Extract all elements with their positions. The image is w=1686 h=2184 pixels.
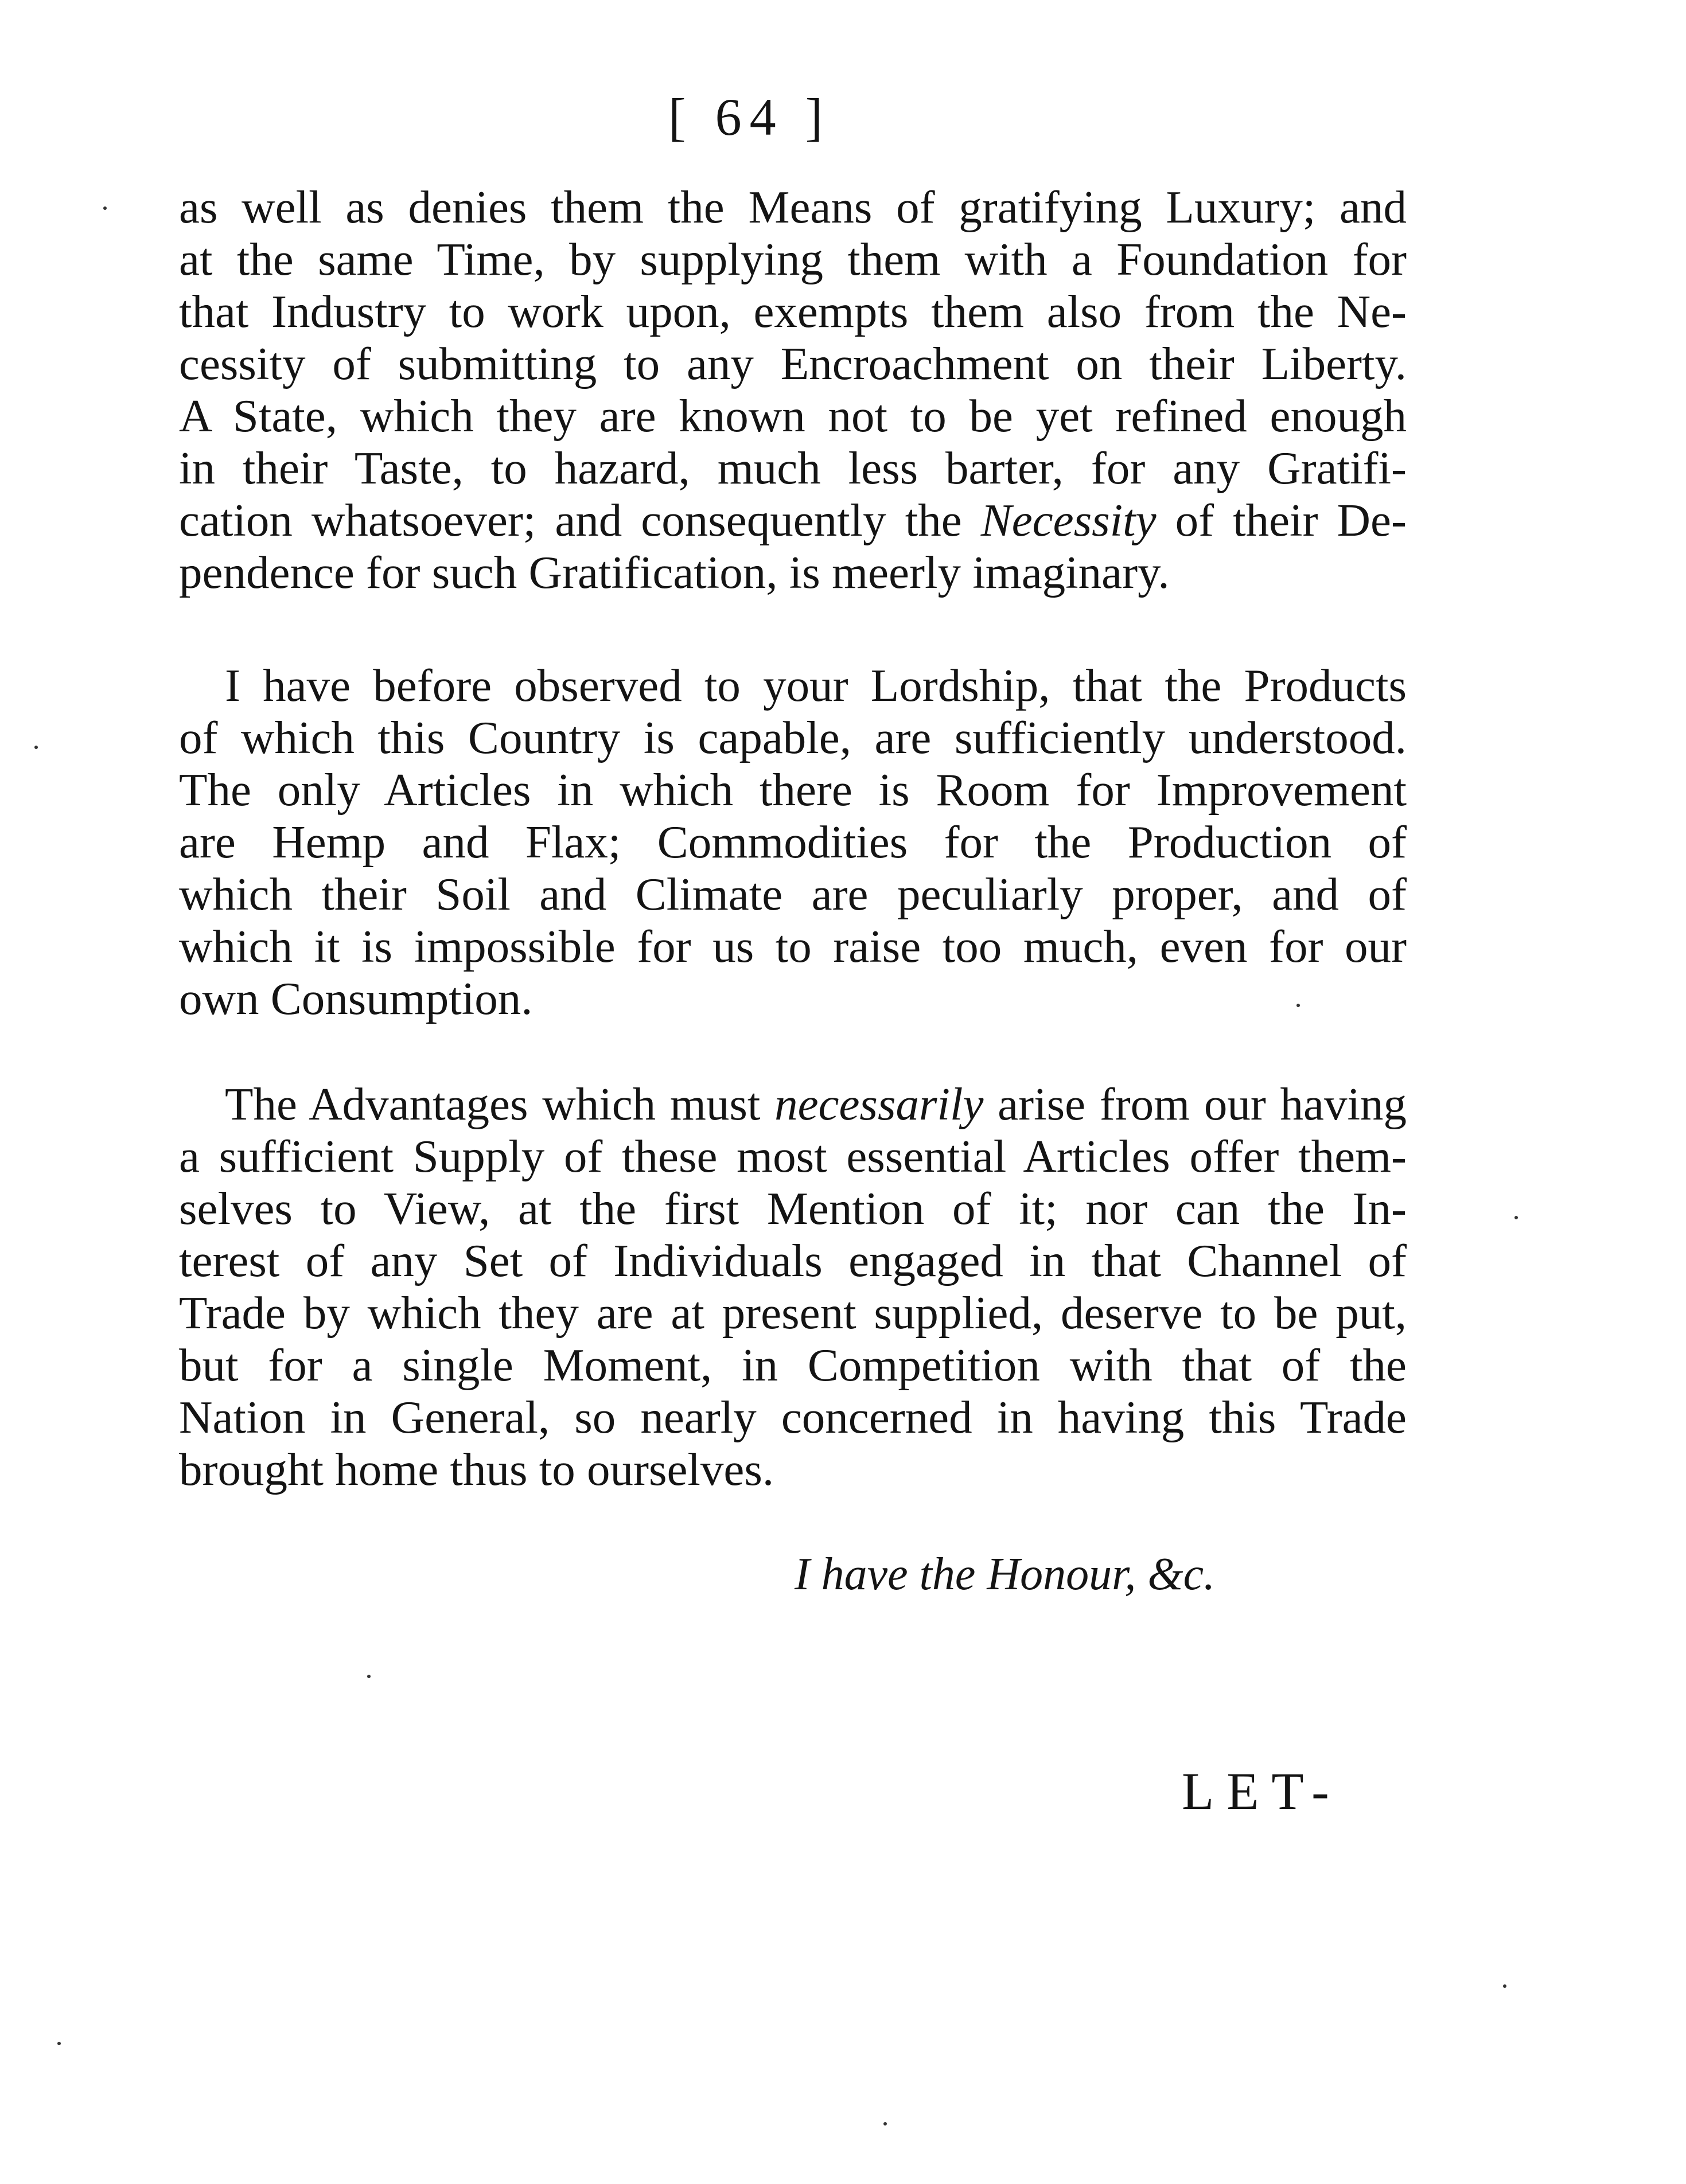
print-speck bbox=[367, 1675, 371, 1678]
text-line: A State, which they are known not to be yet refined enough bbox=[179, 390, 1407, 442]
print-speck bbox=[34, 746, 38, 749]
page-number: [ 64 ] bbox=[668, 88, 831, 146]
print-speck bbox=[883, 2122, 887, 2126]
print-speck bbox=[1503, 1984, 1506, 1988]
paragraph-3 bbox=[179, 1078, 1407, 1496]
catchword: LET- bbox=[1182, 1762, 1342, 1820]
text-line: are Hemp and Flax; Commodities for the Production of bbox=[179, 816, 1407, 868]
print-speck bbox=[103, 206, 107, 210]
text-line: of which this Country is capable, are sufficiently understood. bbox=[179, 712, 1407, 763]
text-line: that Industry to work upon, exempts them also from the Ne- bbox=[179, 286, 1407, 337]
text-line: Nation in General, so nearly concerned in having this Trade bbox=[179, 1391, 1407, 1443]
text-segment: of their De- bbox=[1156, 494, 1407, 546]
text-line: cessity of submitting to any Encroachment on their Liberty. bbox=[179, 338, 1407, 389]
text-line: which their Soil and Climate are peculiarly proper, and of bbox=[179, 868, 1407, 920]
text-line: but for a single Moment, in Competition with that of the bbox=[179, 1339, 1407, 1391]
print-speck bbox=[57, 2042, 61, 2045]
italic-word: Necessity bbox=[980, 494, 1157, 546]
page-number-header bbox=[668, 88, 898, 146]
paragraph-1 bbox=[179, 181, 1407, 599]
text-line-with-italic bbox=[179, 494, 1407, 547]
text-line: The only Articles in which there is Room for Improvement bbox=[179, 764, 1407, 816]
text-line: selves to View, at the first Mention of it; nor can the In- bbox=[179, 1183, 1407, 1234]
paragraph-2 bbox=[179, 660, 1407, 1025]
text-line: at the same Time, by supplying them with a Foundation for bbox=[179, 233, 1407, 285]
text-line: Trade by which they are at present supplied, deserve to be put, bbox=[179, 1287, 1407, 1339]
text-segment: The Advantages which must bbox=[225, 1078, 775, 1130]
text-line: which it is impossible for us to raise too much, even for our bbox=[179, 921, 1407, 972]
italic-word: necessarily bbox=[774, 1078, 984, 1130]
text-line: in their Taste, to hazard, much less barter, for any Gratifi- bbox=[179, 442, 1407, 494]
text-line-with-italic bbox=[179, 1078, 1407, 1130]
text-segment: arise from our having bbox=[983, 1078, 1407, 1130]
print-speck bbox=[1296, 1004, 1300, 1007]
print-speck bbox=[1514, 1216, 1518, 1219]
text-line: I have before observed to your Lordship, that the Products bbox=[225, 660, 1407, 711]
text-line: a sufficient Supply of these most essential Articles offer them- bbox=[179, 1130, 1407, 1182]
text-segment: cation whatsoever; and consequently the bbox=[179, 494, 981, 546]
text-line: own Consumption. bbox=[179, 973, 533, 1024]
text-line: as well as denies them the Means of gratifying Luxury; and bbox=[179, 181, 1407, 233]
text-line: terest of any Set of Individuals engaged in that Channel of bbox=[179, 1235, 1407, 1286]
closing-salutation: I have the Honour, &c. bbox=[795, 1549, 1216, 1600]
text-line: brought home thus to ourselves. bbox=[179, 1444, 774, 1495]
text-line: pendence for such Gratification, is meerly imaginary. bbox=[179, 547, 1170, 598]
